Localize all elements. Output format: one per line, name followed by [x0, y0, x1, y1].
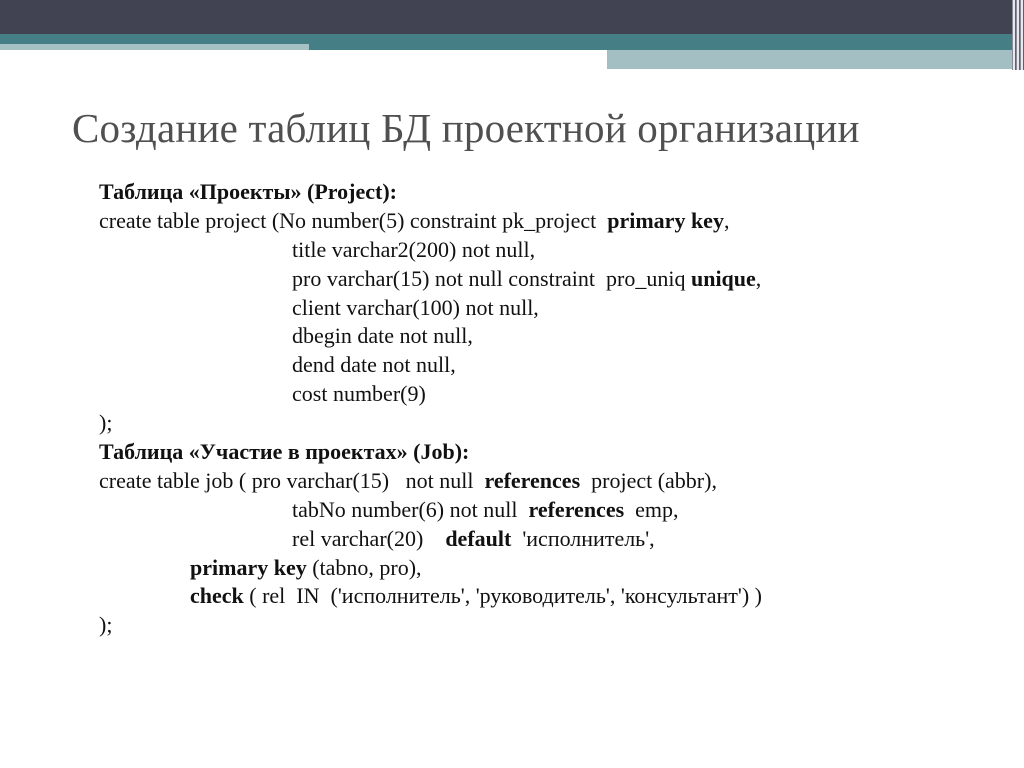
code-text: create table job ( pro varchar(15) not null — [99, 467, 485, 493]
code-text: ); — [99, 612, 113, 638]
code-text: ( rel IN ('исполнитель', 'руководитель', 'консультант') ) — [243, 583, 763, 609]
header-light-strip-left — [0, 44, 309, 50]
code-keyword: references — [528, 496, 625, 522]
code-line — [99, 467, 762, 496]
code-line — [99, 207, 762, 236]
code-keyword: primary key — [607, 207, 724, 233]
slide-title: Создание таблиц БД проектной организации — [72, 105, 860, 151]
code-text: , — [755, 265, 762, 291]
code-keyword: references — [484, 467, 581, 493]
code-text: pro varchar(15) not null constraint pro_uniq — [292, 265, 691, 291]
sql-code-block — [99, 178, 762, 640]
code-keyword: unique — [690, 265, 756, 291]
code-text: , — [723, 207, 730, 233]
code-text: cost number(9) — [292, 381, 426, 407]
code-text: 'исполнитель', — [511, 525, 655, 551]
code-line — [99, 438, 762, 467]
code-text: client varchar(100) not null, — [292, 294, 539, 320]
code-line — [99, 409, 762, 438]
code-line — [99, 351, 762, 380]
code-line — [99, 236, 762, 265]
code-text: title varchar2(200) not null, — [292, 236, 536, 262]
code-line — [99, 380, 762, 409]
code-line — [99, 611, 762, 640]
header-dark-band — [0, 0, 1024, 34]
header-light-strip-right — [607, 50, 1017, 69]
code-text: dend date not null, — [292, 352, 456, 378]
code-text: project (abbr), — [580, 467, 717, 493]
code-line — [99, 582, 762, 611]
code-line — [99, 322, 762, 351]
code-text: emp, — [624, 496, 679, 522]
code-text: create table project (No number(5) constraint pk_project — [99, 207, 608, 233]
code-line — [99, 178, 762, 207]
code-line — [99, 496, 762, 525]
header-decorative-lines — [1012, 0, 1024, 70]
code-text: rel varchar(20) — [292, 525, 446, 551]
code-line — [99, 525, 762, 554]
code-line — [99, 554, 762, 583]
code-text: dbegin date not null, — [292, 323, 473, 349]
code-keyword: check — [190, 583, 244, 609]
code-keyword: Таблица «Проекты» (Project): — [99, 179, 398, 204]
code-keyword: default — [445, 525, 512, 551]
code-line — [99, 294, 762, 323]
code-line — [99, 265, 762, 294]
code-text: ); — [99, 410, 113, 436]
code-keyword: primary key — [190, 554, 307, 580]
code-keyword: Таблица «Участие в проектах» (Job): — [99, 439, 470, 465]
code-text: (tabno, pro), — [306, 554, 422, 580]
code-text: tabNo number(6) not null — [292, 496, 529, 522]
